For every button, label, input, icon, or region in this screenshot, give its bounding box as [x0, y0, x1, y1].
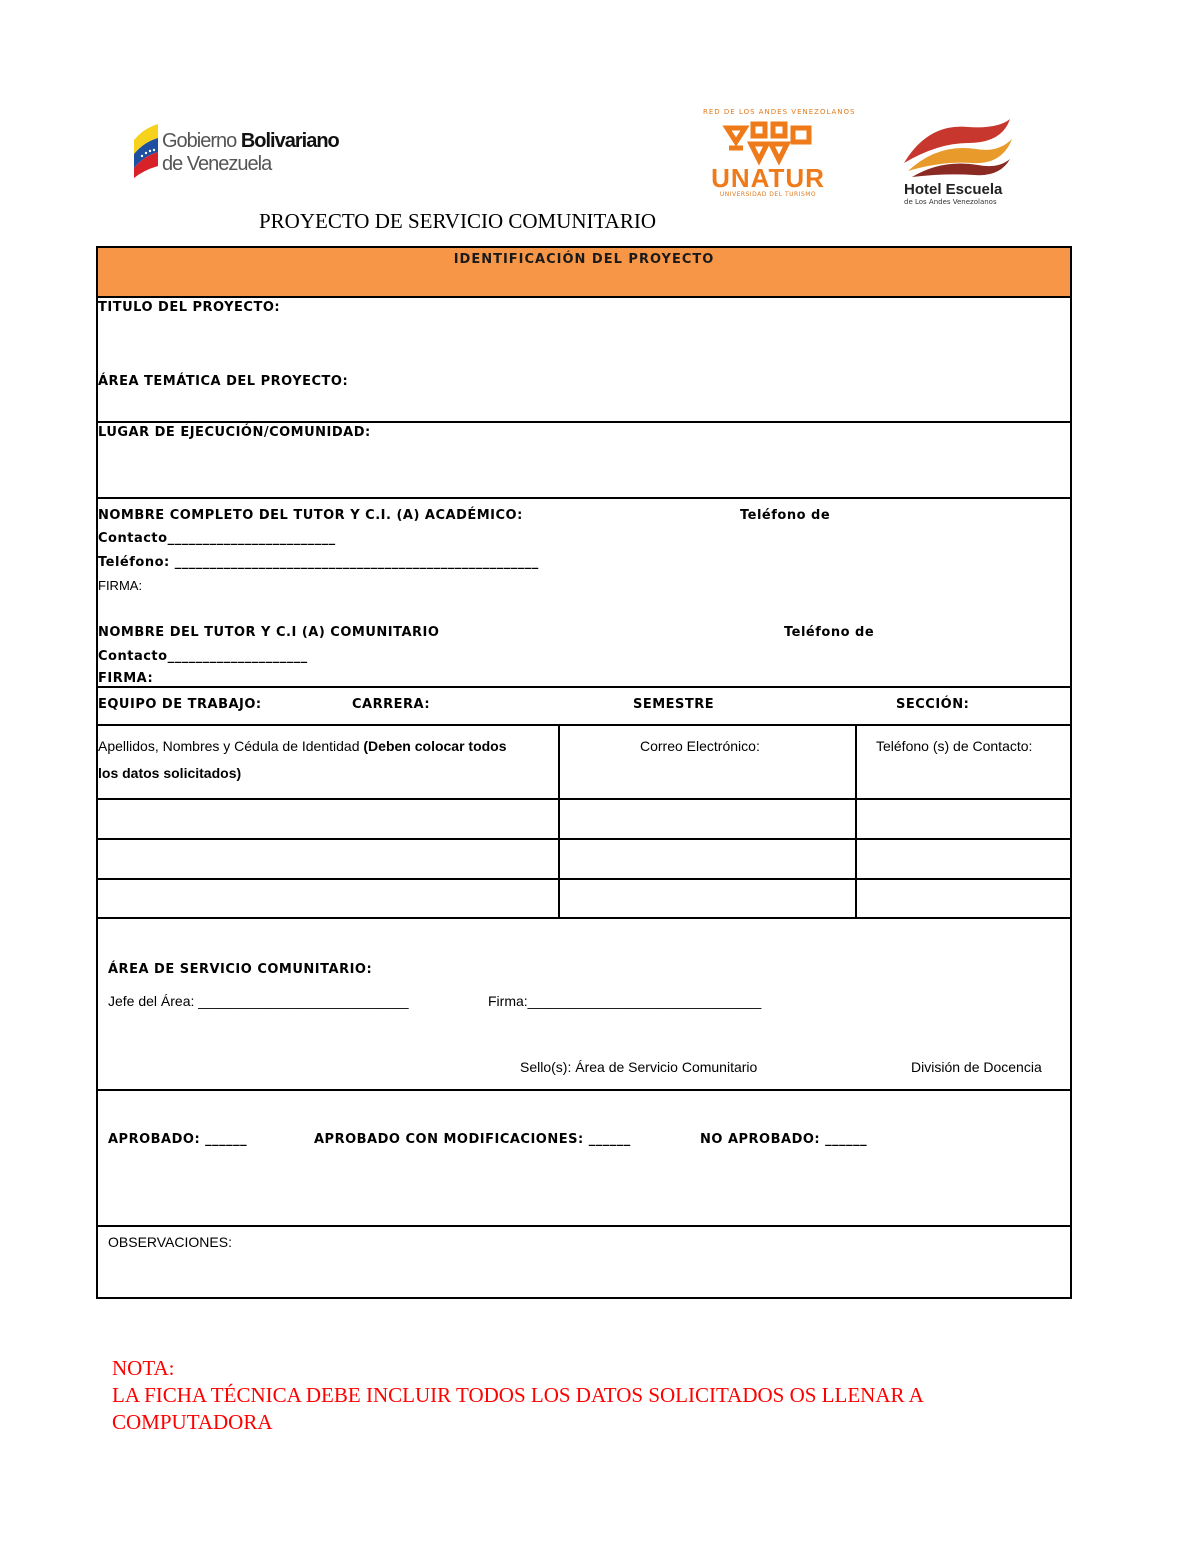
seccion-label: SECCIÓN:	[896, 697, 970, 712]
divider	[98, 724, 1070, 726]
divider	[98, 1225, 1070, 1227]
form-header-title: IDENTIFICACIÓN DEL PROYECTO	[453, 252, 715, 267]
titulo-label: TITULO DEL PROYECTO:	[98, 300, 281, 315]
table-row-1-correo[interactable]	[562, 801, 852, 836]
tutor-comunitario-firma: FIRMA:	[98, 671, 154, 686]
table-row-divider	[98, 838, 1070, 840]
project-form	[96, 246, 1072, 1299]
tutor-academico-telefono: Teléfono: ____________________________________________________	[98, 555, 539, 570]
col-correo-header: Correo Electrónico:	[640, 738, 760, 754]
col-apellidos-bold: (Deben colocar todos	[363, 738, 507, 754]
col-apellidos-header-line2: los datos solicitados)	[98, 765, 242, 781]
observaciones-label: OBSERVACIONES:	[108, 1234, 232, 1250]
table-row-3-telefono[interactable]	[859, 881, 1067, 915]
table-column-divider	[558, 724, 560, 919]
venezuela-flag-icon	[130, 122, 160, 176]
gobierno-text-bold: Bolivariano	[240, 130, 339, 152]
table-row-3-correo[interactable]	[562, 881, 852, 915]
lugar-label: LUGAR DE EJECUCIÓN/COMUNIDAD:	[98, 425, 371, 440]
table-row-2-telefono[interactable]	[859, 841, 1067, 876]
table-column-divider	[855, 724, 857, 919]
tutor-comunitario-contacto: Contacto____________________	[98, 649, 308, 664]
aprobado-modificaciones-field: APROBADO CON MODIFICACIONES: ______	[314, 1132, 631, 1147]
unatur-subtitle: UNIVERSIDAD DEL TURISMO	[719, 191, 817, 198]
col-telefono-header: Teléfono (s) de Contacto:	[876, 738, 1033, 754]
equipo-label: EQUIPO DE TRABAJO:	[98, 697, 262, 712]
divider	[98, 686, 1070, 688]
hotel-swoosh-icon	[898, 113, 1018, 183]
table-row-3-nombre[interactable]	[100, 881, 556, 915]
unatur-logo	[703, 108, 856, 200]
gobierno-bolivariano-logo	[130, 118, 339, 180]
tutor-academico-firma: FIRMA:	[98, 578, 143, 593]
table-row-1-nombre[interactable]	[100, 801, 556, 836]
unatur-name: UNATUR	[711, 163, 825, 193]
unatur-top-text: RED DE LOS ANDES VENEZOLANOS	[703, 108, 856, 116]
unatur-figures-icon	[723, 120, 813, 165]
nota-line: LA FICHA TÉCNICA DEBE INCLUIR TODOS LOS DATOS SOLICITADOS OS LLENAR A	[112, 1383, 924, 1407]
tutor-academico-label: NOMBRE COMPLETO DEL TUTOR Y C.I. (A) ACADÉMICO:	[98, 508, 523, 523]
form-header	[98, 248, 1070, 296]
area-tematica-label: ÁREA TEMÁTICA DEL PROYECTO:	[98, 374, 349, 389]
jefe-area-field: Jefe del Área: ___________________________	[108, 993, 409, 1009]
division-label: División de Docencia	[911, 1059, 1042, 1075]
firma-servicio-field: Firma:______________________________	[488, 993, 762, 1009]
nota-title: NOTA:	[112, 1356, 175, 1380]
carrera-label: CARRERA:	[352, 697, 431, 712]
hotel-subtitle: de Los Andes Venezolanos	[904, 198, 997, 206]
table-row-divider	[98, 917, 1070, 919]
table-row-1-telefono[interactable]	[859, 801, 1067, 836]
servicio-title: ÁREA DE SERVICIO COMUNITARIO:	[108, 962, 373, 977]
tutor-academico-contacto: Contacto________________________	[98, 531, 336, 546]
gobierno-text-light: Gobierno	[162, 130, 241, 152]
sello-label: Sello(s): Área de Servicio Comunitario	[520, 1059, 758, 1075]
aprobado-field: APROBADO: ______	[108, 1132, 248, 1147]
table-row-divider	[98, 878, 1070, 880]
table-row-divider	[98, 798, 1070, 800]
tutor-comunitario-label: NOMBRE DEL TUTOR Y C.I (A) COMUNITARIO	[98, 625, 440, 640]
page-title: PROYECTO DE SERVICIO COMUNITARIO	[259, 209, 657, 233]
semestre-label: SEMESTRE	[633, 697, 715, 712]
divider	[98, 497, 1070, 499]
table-row-2-nombre[interactable]	[100, 841, 556, 876]
table-row-2-correo[interactable]	[562, 841, 852, 876]
divider	[98, 1089, 1070, 1091]
col-apellidos-text: Apellidos, Nombres y Cédula de Identidad	[98, 738, 364, 754]
no-aprobado-field: NO APROBADO: ______	[700, 1132, 868, 1147]
divider	[98, 296, 1070, 298]
hotel-escuela-logo	[898, 113, 1018, 208]
tutor-comunitario-telefono-de: Teléfono de	[784, 625, 875, 640]
gobierno-text-line2: de Venezuela	[162, 153, 272, 175]
nota-block	[112, 1355, 924, 1436]
tutor-academico-telefono-de: Teléfono de	[740, 508, 831, 523]
nota-line: COMPUTADORA	[112, 1410, 273, 1434]
divider	[98, 421, 1070, 423]
hotel-name: Hotel Escuela	[904, 181, 1003, 198]
col-apellidos-header	[98, 738, 507, 754]
